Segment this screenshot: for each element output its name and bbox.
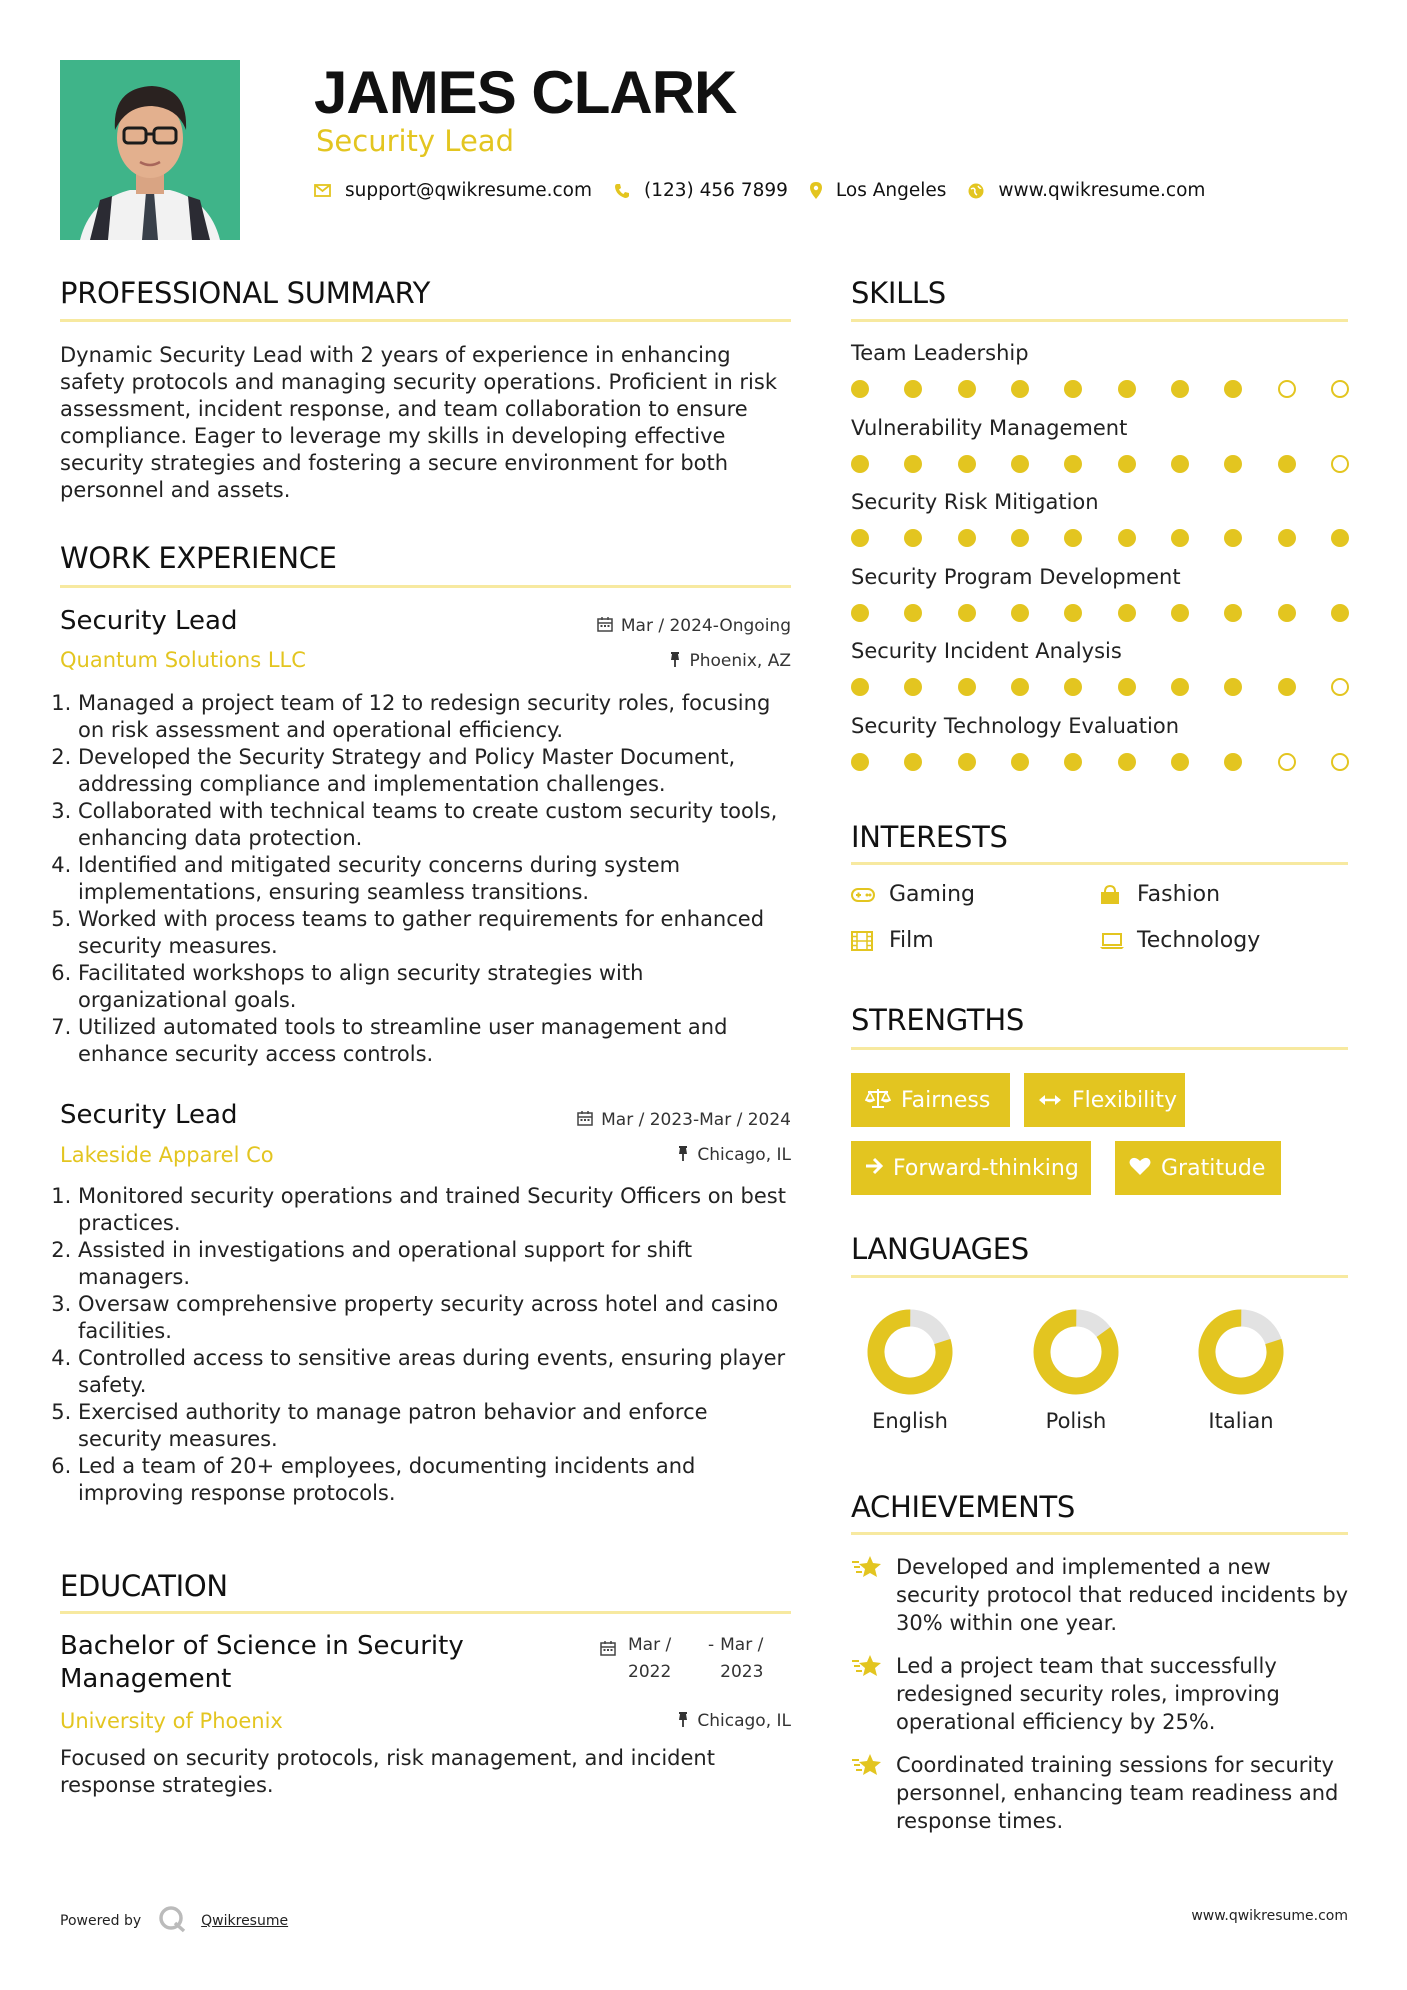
skills-divider — [851, 319, 1348, 322]
list-item: 3. Oversaw comprehensive property security across hotel and casino facilities. — [78, 1291, 795, 1345]
rating-dot-filled — [1224, 678, 1242, 696]
summary-divider — [60, 319, 791, 322]
candidate-name: JAMES CLARK — [314, 59, 737, 126]
interest-item — [1099, 882, 1220, 907]
rating-dot-filled — [851, 380, 869, 398]
rating-dot-filled — [1224, 604, 1242, 622]
language-name: Polish — [1045, 1409, 1107, 1433]
interest-label: Fashion — [1137, 882, 1221, 907]
rating-dot-filled — [1118, 455, 1136, 473]
calendar-icon — [600, 1638, 616, 1665]
pushpin-icon — [677, 1711, 689, 1731]
strength-tag — [1115, 1141, 1281, 1195]
list-item: 6. Led a team of 20+ employees, documenting incidents and improving response protocols. — [78, 1453, 795, 1507]
interest-label: Film — [889, 928, 934, 953]
rating-dot-filled — [1278, 455, 1296, 473]
globe-icon — [968, 183, 984, 199]
rating-dot-filled — [904, 678, 922, 696]
rating-dot-filled — [1064, 678, 1082, 696]
education-divider — [60, 1611, 791, 1614]
candidate-title: Security Lead — [316, 124, 514, 158]
rating-dot-filled — [1064, 529, 1082, 547]
rating-dot-filled — [1171, 380, 1189, 398]
language-name: Italian — [1208, 1409, 1274, 1433]
rating-dot-filled — [958, 753, 976, 771]
location-text: Los Angeles — [835, 180, 947, 201]
website-text: www.qwikresume.com — [998, 180, 1206, 201]
job-dates — [480, 1110, 791, 1130]
list-item: 7. Utilized automated tools to streamline user management and enhance security access controls. — [78, 1014, 795, 1068]
rating-dot-filled — [1171, 455, 1189, 473]
strength-tag — [1024, 1073, 1185, 1127]
list-item: 4. Identified and mitigated security concerns during system implementations, ensuring seamless transitions. — [78, 852, 795, 906]
skill-rating — [851, 455, 1349, 473]
calendar-icon — [597, 616, 613, 636]
language-level-gauge — [1198, 1309, 1284, 1395]
rating-dot-filled — [1118, 529, 1136, 547]
pushpin-icon — [669, 651, 681, 671]
skill-rating — [851, 529, 1349, 547]
job-company: Lakeside Apparel Co — [60, 1143, 274, 1167]
experience-heading: WORK EXPERIENCE — [60, 541, 337, 575]
interests-heading: INTERESTS — [851, 820, 1008, 854]
education-location — [480, 1711, 791, 1731]
job-location-text: Phoenix, AZ — [689, 651, 791, 671]
gamepad-icon — [851, 888, 877, 902]
list-item: 1. Monitored security operations and trained Security Officers on best practices. — [78, 1183, 795, 1237]
rating-dot-filled — [1278, 529, 1296, 547]
arrows-horizontal-icon — [1038, 1088, 1062, 1112]
powered-by-label: Powered by — [60, 1913, 142, 1929]
gauge-fill — [1033, 1309, 1119, 1395]
rating-dot-filled — [1118, 380, 1136, 398]
rating-dot-filled — [958, 455, 976, 473]
achievement-text: Led a project team that successfully redesigned security roles, improving operational efficiency by 25%. — [896, 1654, 1280, 1734]
education-start: Mar / 2022 — [628, 1635, 672, 1682]
language-item — [1016, 1309, 1136, 1433]
list-item: 5. Exercised authority to manage patron behavior and enforce security measures. — [78, 1399, 795, 1453]
list-item: 5. Worked with process teams to gather requirements for enhanced security measures. — [78, 906, 795, 960]
strength-label: Forward-thinking — [893, 1155, 1079, 1181]
rating-dot-empty — [1331, 753, 1349, 771]
skill-rating — [851, 753, 1349, 771]
achievement-item — [851, 1751, 1361, 1835]
rating-dot-filled — [851, 455, 869, 473]
rating-dot-filled — [904, 753, 922, 771]
job-location-text: Chicago, IL — [697, 1145, 791, 1165]
rating-dot-filled — [1064, 380, 1082, 398]
education-end: Mar / 2023 — [720, 1635, 764, 1682]
rating-dot-filled — [1011, 380, 1029, 398]
contact-phone[interactable] — [614, 180, 788, 201]
achievements-divider — [851, 1532, 1348, 1535]
strength-tag — [851, 1073, 1010, 1127]
skill-name: Security Technology Evaluation — [851, 713, 1180, 738]
pushpin-icon — [677, 1145, 689, 1165]
achievement-text: Developed and implemented a new security protocol that reduced incidents by 30% within one year. — [896, 1555, 1349, 1635]
language-name: English — [872, 1409, 948, 1433]
job-dates — [480, 616, 791, 636]
skill-name: Security Incident Analysis — [851, 639, 1122, 663]
rating-dot-filled — [1118, 604, 1136, 622]
achievement-text: Coordinated training sessions for security personnel, enhancing team readiness and response times. — [896, 1753, 1339, 1833]
strength-tag — [851, 1141, 1091, 1195]
job-title: Security Lead — [60, 606, 238, 636]
heart-icon — [1129, 1156, 1151, 1181]
rating-dot-filled — [1331, 529, 1349, 547]
rating-dot-filled — [958, 380, 976, 398]
languages-heading: LANGUAGES — [851, 1232, 1029, 1266]
qwikresume-logo-icon — [157, 1905, 187, 1937]
languages-divider — [851, 1275, 1348, 1278]
rating-dot-filled — [958, 529, 976, 547]
skill-name: Security Risk Mitigation — [851, 490, 1099, 514]
education-location-text: Chicago, IL — [697, 1711, 791, 1731]
education-description: Focused on security protocols, risk management, and incident response strategies. — [60, 1746, 715, 1797]
rating-dot-filled — [1064, 753, 1082, 771]
education-school: University of Phoenix — [60, 1709, 283, 1733]
job-bullets — [52, 1183, 795, 1507]
language-item — [850, 1309, 970, 1433]
language-item — [1181, 1309, 1301, 1433]
skill-rating — [851, 380, 1349, 398]
star-icon — [851, 1751, 896, 1835]
rating-dot-filled — [1011, 455, 1029, 473]
star-icon — [851, 1553, 896, 1637]
rating-dot-filled — [1171, 753, 1189, 771]
contact-bar — [314, 180, 1227, 201]
envelope-icon — [314, 184, 331, 197]
rating-dot-filled — [1224, 455, 1242, 473]
rating-dot-filled — [904, 529, 922, 547]
profile-photo — [60, 60, 240, 240]
language-level-gauge — [867, 1309, 953, 1395]
rating-dot-filled — [904, 604, 922, 622]
contact-location — [810, 180, 947, 201]
rating-dot-filled — [1064, 455, 1082, 473]
profile-photo-image — [60, 60, 240, 240]
skills-heading: SKILLS — [851, 276, 946, 310]
job-dates-text: Mar / 2024-Ongoing — [620, 616, 791, 636]
star-icon — [851, 1652, 896, 1736]
list-item: 3. Collaborated with technical teams to create custom security tools, enhancing data protection. — [78, 798, 795, 852]
rating-dot-filled — [1171, 604, 1189, 622]
contact-email[interactable] — [314, 180, 592, 201]
rating-dot-filled — [1011, 678, 1029, 696]
job-bullets — [52, 690, 795, 1068]
list-item: 2. Assisted in investigations and operational support for shift managers. — [78, 1237, 795, 1291]
strengths-divider — [851, 1047, 1348, 1050]
rating-dot-filled — [1278, 604, 1296, 622]
rating-dot-filled — [904, 380, 922, 398]
job-location — [480, 651, 791, 671]
education-degree: Bachelor of Science in Security Management — [60, 1631, 464, 1694]
strengths-heading: STRENGTHS — [851, 1003, 1024, 1037]
education-dates — [600, 1632, 790, 1686]
rating-dot-empty — [1278, 380, 1296, 398]
strength-label: Fairness — [901, 1087, 991, 1113]
rating-dot-filled — [1171, 678, 1189, 696]
rating-dot-empty — [1331, 380, 1349, 398]
rating-dot-filled — [958, 678, 976, 696]
phone-icon — [614, 183, 630, 199]
summary-heading: PROFESSIONAL SUMMARY — [60, 276, 431, 310]
film-icon — [851, 931, 877, 951]
contact-website[interactable] — [968, 180, 1205, 201]
rating-dot-empty — [1331, 455, 1349, 473]
footer-url[interactable]: www.qwikresume.com — [1191, 1908, 1348, 1924]
arrow-right-icon — [865, 1156, 883, 1180]
rating-dot-filled — [851, 529, 869, 547]
rating-dot-filled — [1278, 678, 1296, 696]
skill-name: Security Program Development — [851, 564, 1181, 589]
rating-dot-filled — [958, 604, 976, 622]
language-level-gauge — [1033, 1309, 1119, 1395]
list-item: 1. Managed a project team of 12 to redesign security roles, focusing on risk assessment and operational efficiency. — [78, 690, 795, 744]
interest-label: Gaming — [889, 882, 975, 907]
rating-dot-filled — [851, 678, 869, 696]
rating-dot-filled — [1171, 529, 1189, 547]
job-location — [480, 1145, 791, 1165]
rating-dot-filled — [1224, 753, 1242, 771]
rating-dot-filled — [1331, 604, 1349, 622]
achievements-heading: ACHIEVEMENTS — [851, 1490, 1075, 1524]
laptop-icon — [1099, 932, 1125, 950]
list-item: 6. Facilitated workshops to align security strategies with organizational goals. — [78, 960, 795, 1014]
strength-label: Flexibility — [1072, 1087, 1177, 1113]
rating-dot-filled — [851, 604, 869, 622]
experience-divider — [60, 585, 791, 588]
achievement-item — [851, 1553, 1361, 1637]
shopping-bag-icon — [1099, 884, 1125, 906]
rating-dot-filled — [904, 455, 922, 473]
phone-text: (123) 456 7899 — [644, 180, 788, 201]
rating-dot-filled — [1064, 604, 1082, 622]
interest-label: Technology — [1137, 928, 1261, 953]
list-item: 2. Developed the Security Strategy and Policy Master Document, addressing compliance and implementation challenges. — [78, 744, 795, 798]
interest-item — [1099, 928, 1260, 953]
email-text: support@qwikresume.com — [345, 180, 592, 201]
map-pin-icon — [810, 182, 822, 199]
balance-scale-icon — [865, 1087, 891, 1114]
skill-name: Team Leadership — [851, 341, 1029, 365]
achievement-item — [851, 1652, 1361, 1736]
interest-item — [851, 928, 934, 953]
job-dates-text: Mar / 2023-Mar / 2024 — [601, 1110, 791, 1130]
skill-rating — [851, 678, 1349, 696]
rating-dot-filled — [1224, 529, 1242, 547]
education-heading: EDUCATION — [60, 1569, 228, 1603]
rating-dot-empty — [1331, 678, 1349, 696]
calendar-icon — [577, 1110, 593, 1130]
qwikresume-link[interactable]: Qwikresume — [201, 1913, 289, 1929]
rating-dot-filled — [1011, 753, 1029, 771]
rating-dot-filled — [1011, 604, 1029, 622]
job-title: Security Lead — [60, 1100, 238, 1130]
list-item: 4. Controlled access to sensitive areas during events, ensuring player safety. — [78, 1345, 795, 1399]
rating-dot-filled — [851, 753, 869, 771]
skill-name: Vulnerability Management — [851, 415, 1128, 440]
rating-dot-filled — [1118, 753, 1136, 771]
rating-dot-filled — [1224, 380, 1242, 398]
powered-by — [60, 1905, 288, 1937]
job-company: Quantum Solutions LLC — [60, 648, 306, 672]
skill-rating — [851, 604, 1349, 622]
summary-text: Dynamic Security Lead with 2 years of experience in enhancing safety protocols and managing security operations. Proficient in risk assessment, incident response, and team collaboration to ensure compliance. Eager to leverage my skills in developing effective security strategies and fostering a secure environment for both personnel and assets. — [60, 343, 777, 502]
rating-dot-empty — [1278, 753, 1296, 771]
rating-dot-filled — [1011, 529, 1029, 547]
interests-divider — [851, 862, 1348, 865]
rating-dot-filled — [1118, 678, 1136, 696]
strength-label: Gratitude — [1161, 1155, 1266, 1181]
interest-item — [851, 882, 975, 907]
date-separator: - — [708, 1635, 715, 1655]
